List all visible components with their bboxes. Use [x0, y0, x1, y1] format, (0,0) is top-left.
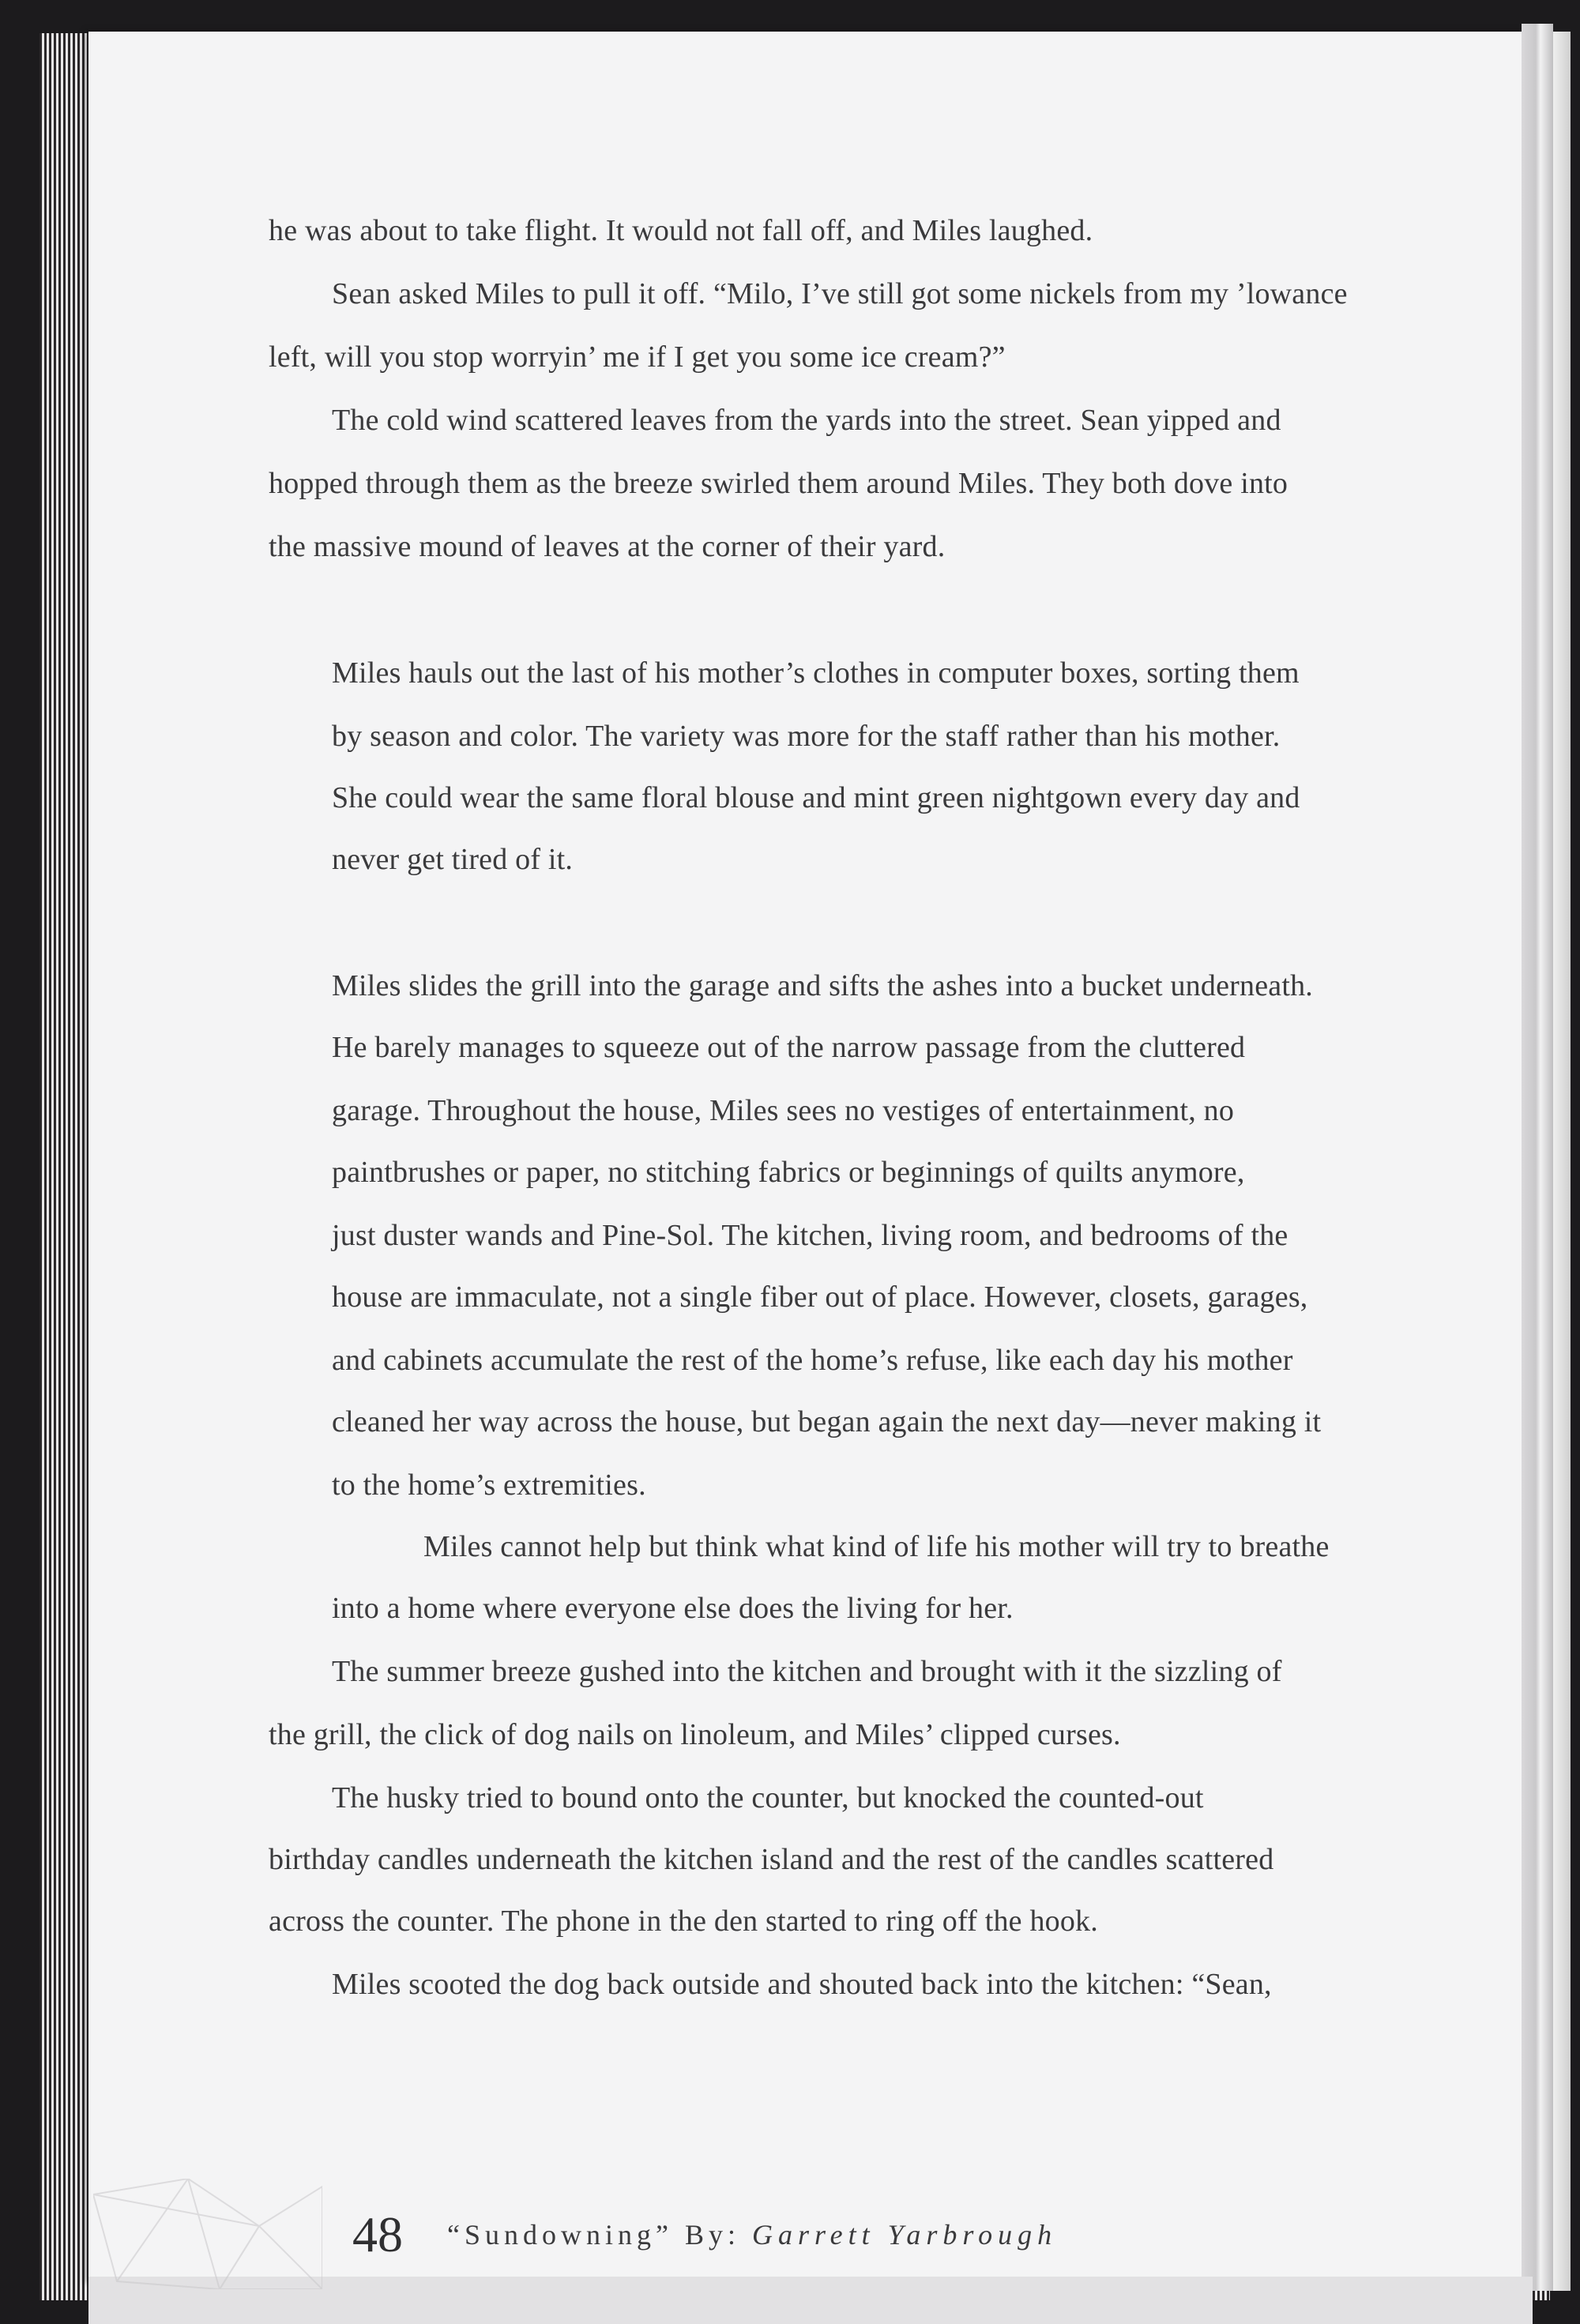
- text-line: just duster wands and Pine-Sol. The kitchen, living room, and bedrooms of the: [332, 1219, 1288, 1252]
- story-title: “Sundowning” By:: [447, 2219, 740, 2251]
- text-line: and cabinets accumulate the rest of the home’s refuse, like each day his mother: [332, 1344, 1293, 1377]
- text-line: house are immaculate, not a single fiber out of place. However, closets, garages,: [332, 1280, 1308, 1314]
- text-line: by season and color. The variety was more for the staff rather than his mother.: [332, 720, 1281, 753]
- text-line: to the home’s extremities.: [332, 1468, 646, 1502]
- text-line: hopped through them as the breeze swirled them around Miles. They both dove into: [269, 467, 1288, 500]
- text-line: garage. Throughout the house, Miles sees no vestiges of entertainment, no: [332, 1094, 1235, 1127]
- author-name: Garrett Yarbrough: [752, 2219, 1058, 2251]
- text-line: cleaned her way across the house, but began again the next day—never making it: [332, 1405, 1322, 1438]
- geometric-pattern-decoration: [93, 2179, 322, 2289]
- text-line: paintbrushes or paper, no stitching fabrics or beginnings of quilts anymore,: [332, 1156, 1245, 1189]
- text-line: The summer breeze gushed into the kitchen and brought with it the sizzling of: [332, 1655, 1282, 1688]
- running-footer: [447, 2218, 1057, 2251]
- text-line: Sean asked Miles to pull it off. “Milo, I’ve still got some nickels from my ’lowance: [332, 277, 1348, 310]
- text-line: birthday candles underneath the kitchen island and the rest of the candles scattered: [269, 1843, 1274, 1876]
- text-line: Miles scooted the dog back outside and shouted back into the kitchen: “Sean,: [332, 1968, 1272, 2001]
- text-line: Miles cannot help but think what kind of life his mother will try to breathe: [423, 1530, 1330, 1563]
- text-line: She could wear the same floral blouse and mint green nightgown every day and: [332, 781, 1300, 814]
- text-line: The husky tried to bound onto the counter, but knocked the counted-out: [332, 1781, 1204, 1814]
- text-line: Miles hauls out the last of his mother’s clothes in computer boxes, sorting them: [332, 656, 1300, 690]
- text-line: left, will you stop worryin’ me if I get you some ice cream?”: [269, 340, 1006, 374]
- text-line: across the counter. The phone in the den started to ring off the hook.: [269, 1905, 1098, 1938]
- page-number: 48: [352, 2206, 403, 2262]
- text-line: Miles slides the grill into the garage and sifts the ashes into a bucket underneath.: [332, 969, 1313, 1002]
- text-line: He barely manages to squeeze out of the narrow passage from the cluttered: [332, 1031, 1246, 1064]
- text-line: the grill, the click of dog nails on linoleum, and Miles’ clipped curses.: [269, 1718, 1121, 1751]
- text-line: the massive mound of leaves at the corner of their yard.: [269, 530, 946, 563]
- text-line: into a home where everyone else does the living for her.: [332, 1592, 1014, 1625]
- text-line: he was about to take flight. It would not fall off, and Miles laughed.: [269, 214, 1093, 247]
- text-line: never get tired of it.: [332, 843, 574, 876]
- text-line: The cold wind scattered leaves from the yards into the street. Sean yipped and: [332, 404, 1281, 437]
- page-curl: [1522, 24, 1553, 2291]
- next-page-edge: [1553, 32, 1571, 2291]
